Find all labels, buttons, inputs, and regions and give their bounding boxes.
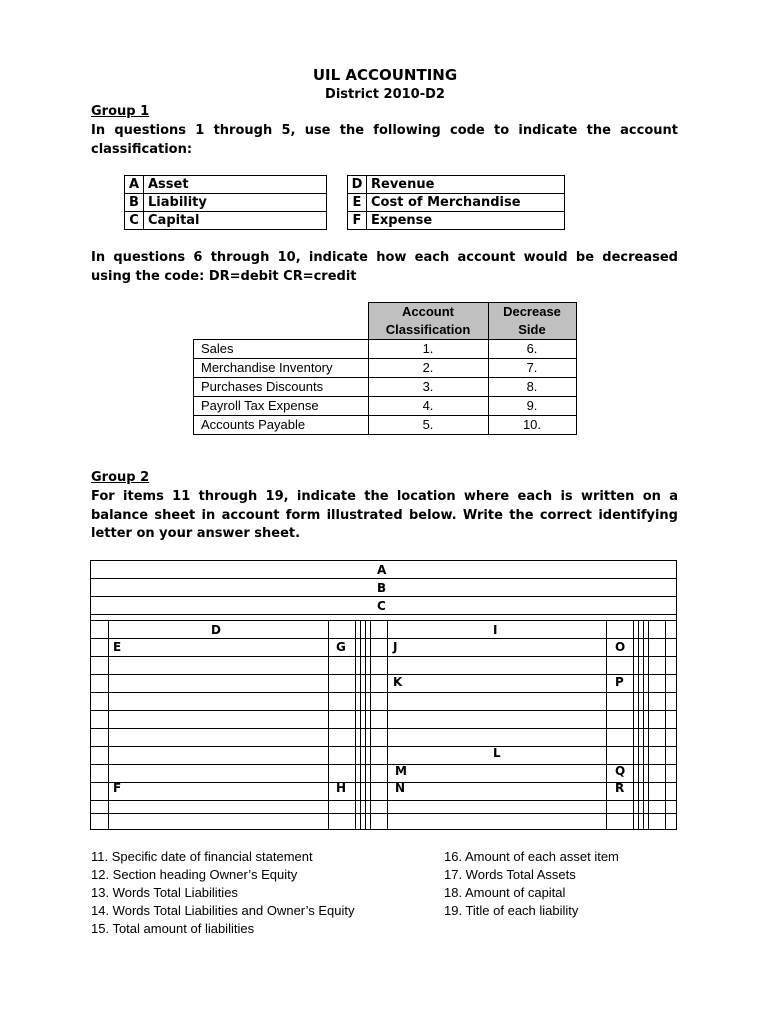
classification-cell: 2.	[368, 359, 488, 378]
form-column-line	[360, 620, 361, 830]
form-label-q: Q	[615, 764, 626, 778]
page-subtitle: District 2010-D2	[325, 87, 445, 102]
form-label-h: H	[336, 781, 347, 795]
form-line	[91, 578, 676, 579]
balance-sheet-form	[90, 560, 677, 830]
code-letter: E	[348, 194, 367, 212]
code-row	[348, 212, 565, 230]
code-label: Cost of Merchandise	[367, 194, 565, 212]
form-line	[91, 782, 676, 783]
form-line	[91, 620, 676, 621]
list-item: 12. Section heading Owner’s Equity	[91, 867, 298, 882]
classification-cell: 1.	[368, 340, 488, 359]
form-label-m: M	[395, 764, 407, 778]
decrease-header: Decrease Side	[488, 303, 576, 340]
table-row	[194, 416, 577, 435]
form-label-n: N	[395, 781, 406, 795]
classification-cell: 4.	[368, 397, 488, 416]
form-label-f: F	[113, 781, 122, 795]
group1-heading: Group 1	[91, 104, 150, 119]
account-name: Sales	[194, 340, 369, 359]
form-label-a: A	[377, 563, 387, 577]
form-label-b: B	[377, 581, 387, 595]
form-label-p: P	[615, 675, 624, 689]
decrease-cell: 9.	[488, 397, 576, 416]
page-title: UIL ACCOUNTING	[312, 66, 458, 84]
code-letter: D	[348, 176, 367, 194]
account-name: Merchandise Inventory	[194, 359, 369, 378]
classification-header: Account Classification	[368, 303, 488, 340]
group2-heading: Group 2	[91, 470, 150, 485]
form-column-line	[665, 620, 666, 830]
form-line	[91, 638, 676, 639]
group1-instructions-2: In questions 6 through 10, indicate how each account would be decreased using the code: DR=debit CR=credit	[91, 250, 678, 284]
code-row	[125, 194, 327, 212]
code-table-right	[347, 175, 565, 230]
form-line	[91, 692, 676, 693]
classification-cell: 3.	[368, 378, 488, 397]
table-row	[194, 340, 577, 359]
form-column-line	[643, 620, 644, 830]
list-item: 15. Total amount of liabilities	[91, 921, 255, 936]
list-item: 16. Amount of each asset item	[444, 849, 619, 864]
decrease-cell: 7.	[488, 359, 576, 378]
code-letter: C	[125, 212, 144, 230]
table-row	[194, 397, 577, 416]
items-right-list	[444, 848, 619, 920]
form-label-o: O	[615, 640, 626, 654]
form-label-k: K	[393, 675, 403, 689]
code-label: Revenue	[367, 176, 565, 194]
form-column-line	[355, 620, 356, 830]
code-label: Capital	[144, 212, 327, 230]
form-line	[91, 764, 676, 765]
form-column-line	[370, 620, 371, 830]
table-row	[194, 359, 577, 378]
decrease-cell: 10.	[488, 416, 576, 435]
form-column-line	[108, 620, 109, 830]
form-line	[91, 614, 676, 615]
form-label-c: C	[377, 599, 386, 613]
items-left-list	[91, 848, 355, 938]
form-line	[91, 596, 676, 597]
code-letter: A	[125, 176, 144, 194]
form-column-line	[633, 620, 634, 830]
form-label-i: I	[493, 623, 498, 637]
code-row	[125, 212, 327, 230]
list-item: 14. Words Total Liabilities and Owner’s Equity	[91, 903, 355, 918]
form-label-d: D	[211, 623, 221, 637]
list-item: 18. Amount of capital	[444, 885, 566, 900]
table-row	[194, 378, 577, 397]
form-line	[91, 800, 676, 801]
form-column-line	[328, 620, 329, 830]
form-column-line	[648, 620, 649, 830]
form-line	[91, 813, 676, 814]
code-row	[125, 176, 327, 194]
code-table-left	[124, 175, 327, 230]
account-name: Purchases Discounts	[194, 378, 369, 397]
form-column-line	[365, 620, 366, 830]
account-table-header	[194, 303, 577, 340]
form-line	[91, 710, 676, 711]
form-column-line	[387, 620, 388, 830]
form-line	[91, 728, 676, 729]
form-label-e: E	[113, 640, 122, 654]
form-line	[91, 674, 676, 675]
form-label-g: G	[336, 640, 346, 654]
code-label: Liability	[144, 194, 327, 212]
list-item: 11. Specific date of financial statement	[91, 849, 313, 864]
code-label: Asset	[144, 176, 327, 194]
account-table	[193, 302, 577, 435]
code-row	[348, 194, 565, 212]
account-name: Accounts Payable	[194, 416, 369, 435]
form-label-l: L	[493, 746, 501, 760]
code-letter: F	[348, 212, 367, 230]
list-item: 19. Title of each liability	[444, 903, 579, 918]
code-row	[348, 176, 565, 194]
code-letter: B	[125, 194, 144, 212]
form-line	[91, 656, 676, 657]
form-column-line	[638, 620, 639, 830]
group1-instructions-1: In questions 1 through 5, use the following code to indicate the account classification:	[91, 123, 678, 157]
decrease-cell: 6.	[488, 340, 576, 359]
classification-cell: 5.	[368, 416, 488, 435]
form-column-line	[606, 620, 607, 830]
form-label-j: J	[393, 640, 398, 654]
blank-header-cell	[194, 303, 369, 340]
decrease-cell: 8.	[488, 378, 576, 397]
list-item: 17. Words Total Assets	[444, 867, 576, 882]
code-label: Expense	[367, 212, 565, 230]
group2-instructions: For items 11 through 19, indicate the location where each is written on a balance sheet in account form illustrated below. Write the correct identifying letter on your answer sheet.	[91, 489, 678, 541]
account-name: Payroll Tax Expense	[194, 397, 369, 416]
list-item: 13. Words Total Liabilities	[91, 885, 238, 900]
form-label-r: R	[615, 781, 625, 795]
form-line	[91, 746, 676, 747]
